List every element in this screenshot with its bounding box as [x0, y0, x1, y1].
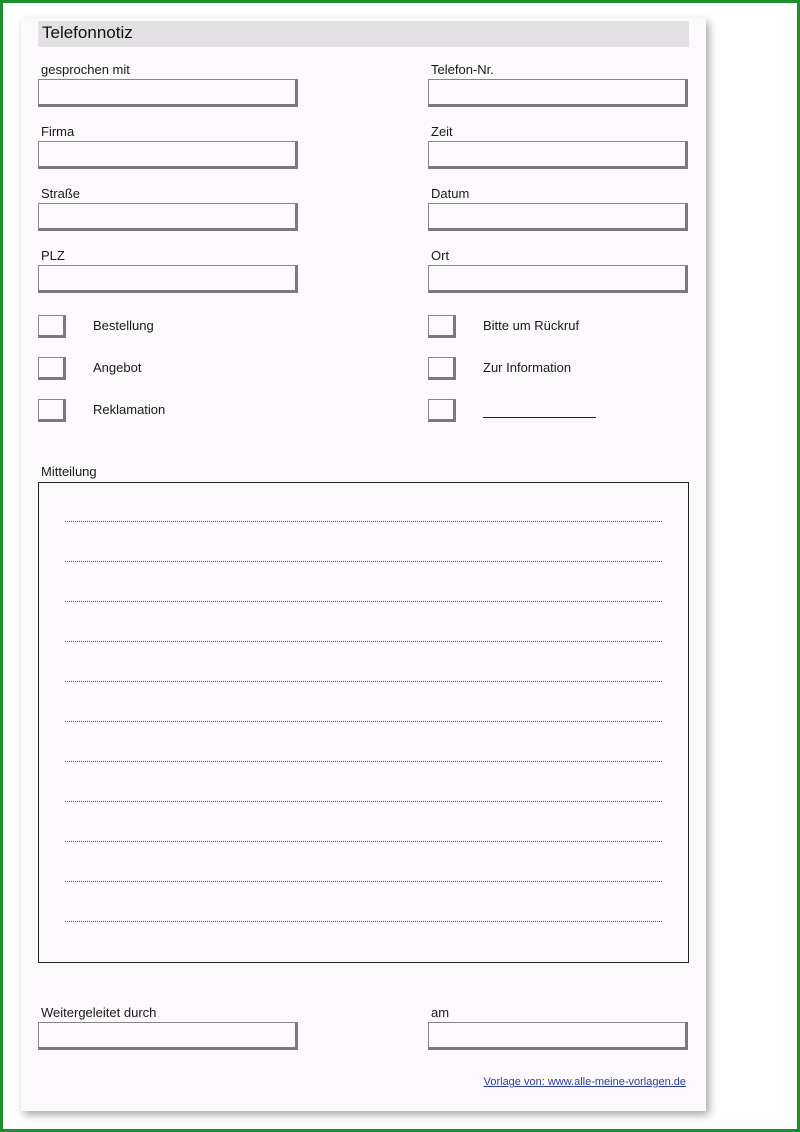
- bestellung-label: Bestellung: [93, 318, 154, 333]
- page-title: Telefonnotiz: [42, 23, 133, 42]
- zur-information-label: Zur Information: [483, 360, 572, 375]
- strasse-label: Straße: [41, 186, 81, 201]
- reklamation-checkbox[interactable]: [38, 399, 66, 422]
- reklamation-label: Reklamation: [93, 402, 166, 417]
- am-field[interactable]: [428, 1022, 688, 1050]
- strasse-field[interactable]: [38, 203, 298, 231]
- weitergeleitet-label: Weitergeleitet durch: [41, 1005, 157, 1020]
- weitergeleitet-field[interactable]: [38, 1022, 298, 1050]
- gesprochen-mit-label: gesprochen mit: [41, 62, 130, 77]
- firma-label: Firma: [41, 124, 75, 139]
- datum-label: Datum: [431, 186, 470, 201]
- mitteilung-line: [65, 521, 662, 522]
- vorlage-link[interactable]: Vorlage von: www.alle-meine-vorlagen.de: [483, 1076, 686, 1088]
- rueckruf-label: Bitte um Rückruf: [483, 318, 580, 333]
- datum-field[interactable]: [428, 203, 688, 231]
- angebot-label: Angebot: [93, 360, 142, 375]
- firma-field[interactable]: [38, 141, 298, 169]
- mitteilung-line: [65, 761, 662, 762]
- ort-field[interactable]: [428, 265, 688, 293]
- mitteilung-line: [65, 561, 662, 562]
- rueckruf-checkbox[interactable]: [428, 315, 456, 338]
- bestellung-checkbox[interactable]: [38, 315, 66, 338]
- ort-label: Ort: [431, 248, 450, 263]
- title-bar: [38, 21, 689, 47]
- angebot-checkbox[interactable]: [38, 357, 66, 380]
- mitteilung-line: [65, 641, 662, 642]
- zeit-field[interactable]: [428, 141, 688, 169]
- plz-label: PLZ: [41, 248, 65, 263]
- mitteilung-box[interactable]: [38, 482, 689, 963]
- gesprochen-mit-field[interactable]: [38, 79, 298, 107]
- custom-checkbox[interactable]: [428, 399, 456, 422]
- mitteilung-line: [65, 921, 662, 922]
- mitteilung-line: [65, 601, 662, 602]
- plz-field[interactable]: [38, 265, 298, 293]
- mitteilung-line: [65, 721, 662, 722]
- am-label: am: [431, 1005, 450, 1020]
- mitteilung-line: [65, 881, 662, 882]
- telefon-nr-field[interactable]: [428, 79, 688, 107]
- zeit-label: Zeit: [431, 124, 453, 139]
- mitteilung-line: [65, 681, 662, 682]
- mitteilung-label: Mitteilung: [41, 464, 97, 479]
- zur-information-checkbox[interactable]: [428, 357, 456, 380]
- custom-option-blank-line[interactable]: [483, 417, 596, 418]
- mitteilung-line: [65, 801, 662, 802]
- mitteilung-line: [65, 841, 662, 842]
- telefon-nr-label: Telefon-Nr.: [431, 62, 494, 77]
